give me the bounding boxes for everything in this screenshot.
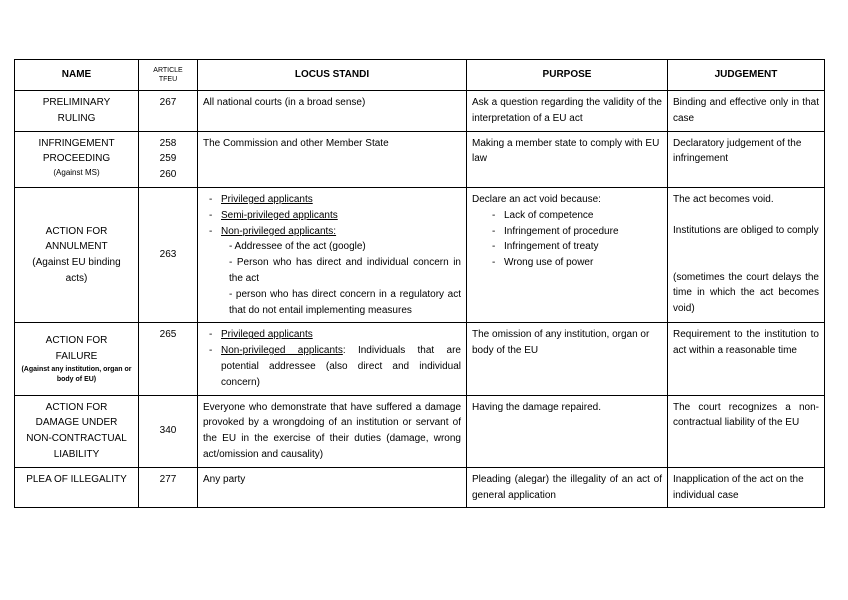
row-purpose: The omission of any institution, organ or body of the EU: [467, 323, 668, 395]
row-judgement: The court recognizes a non-contractual liability of the EU: [668, 395, 825, 467]
table-row: [15, 131, 825, 187]
row-purpose: Ask a question regarding the validity of the interpretation of a EU act: [467, 91, 668, 132]
row-article: 258 259 260: [139, 131, 198, 187]
row-article: 263: [139, 187, 198, 322]
row-article: 265: [139, 323, 198, 395]
row-name: ACTION FOR FAILURE (Against any institution, organ or body of EU): [15, 323, 139, 395]
table-row: [15, 323, 825, 395]
table-row: [15, 187, 825, 322]
row-judgement: Inapplication of the act on the individual case: [668, 467, 825, 508]
row-locus: Everyone who demonstrate that have suffered a damage provoked by a wrongdoing of an institution or servant of the EU in the exercise of their duties (damage, wrong act/omission and causality): [198, 395, 467, 467]
list-item: - Lack of competence: [486, 208, 662, 224]
header-locus-standi: LOCUS STANDI: [198, 60, 467, 91]
list-item: - Infringement of procedure: [486, 224, 662, 240]
row-locus: Any party: [198, 467, 467, 508]
header-article: ARTICLE TFEU: [139, 60, 198, 91]
row-name: INFRINGEMENT PROCEEDING (Against MS): [15, 131, 139, 187]
list-item: - Infringement of treaty: [486, 239, 662, 255]
list-item: - Non-privileged applicants: - Addressee of the act (google) - Person who has direct and individual concern in the act - person who has direct concern in a regulatory act that do not entail implementing measures: [203, 224, 461, 319]
row-judgement: Declaratory judgement of the infringement: [668, 131, 825, 187]
row-locus: [198, 187, 467, 322]
header-row: [15, 60, 825, 91]
eu-actions-table: [14, 59, 825, 508]
header-purpose: PURPOSE: [467, 60, 668, 91]
list-item: - Privileged applicants: [203, 327, 461, 343]
row-purpose: Having the damage repaired.: [467, 395, 668, 467]
header-name: NAME: [15, 60, 139, 91]
row-name: ACTION FOR ANNULMENT (Against EU binding acts): [15, 187, 139, 322]
table-row: [15, 467, 825, 508]
row-name: PLEA OF ILLEGALITY: [15, 467, 139, 508]
locus-list: [203, 192, 461, 318]
row-article: 267: [139, 91, 198, 132]
row-locus: All national courts (in a broad sense): [198, 91, 467, 132]
header-judgement: JUDGEMENT: [668, 60, 825, 91]
list-item: - Privileged applicants: [203, 192, 461, 208]
row-name: ACTION FOR DAMAGE UNDER NON-CONTRACTUAL LIABILITY: [15, 395, 139, 467]
list-item: - Non-privileged applicants: Individuals that are potential addressee (also direct and individual concern): [203, 343, 461, 390]
row-purpose: Pleading (alegar) the illegality of an act of general application: [467, 467, 668, 508]
purpose-list: [472, 208, 662, 271]
row-locus: [198, 323, 467, 395]
table-row: [15, 91, 825, 132]
row-article: 277: [139, 467, 198, 508]
row-judgement: Requirement to the institution to act within a reasonable time: [668, 323, 825, 395]
row-purpose: Declare an act void because: - Lack of competence - Infringement of procedure - Infringement of treaty - Wrong use of power: [467, 187, 668, 322]
row-locus: The Commission and other Member State: [198, 131, 467, 187]
row-article: 340: [139, 395, 198, 467]
row-purpose: Making a member state to comply with EU law: [467, 131, 668, 187]
locus-list: [203, 327, 461, 390]
row-name: PRELIMINARY RULING: [15, 91, 139, 132]
list-item: - Wrong use of power: [486, 255, 662, 271]
row-judgement: The act becomes void. Institutions are obliged to comply (sometimes the court delays the time in which the act becomes void): [668, 187, 825, 322]
row-judgement: Binding and effective only in that case: [668, 91, 825, 132]
list-item: - Semi-privileged applicants: [203, 208, 461, 224]
table-row: [15, 395, 825, 467]
